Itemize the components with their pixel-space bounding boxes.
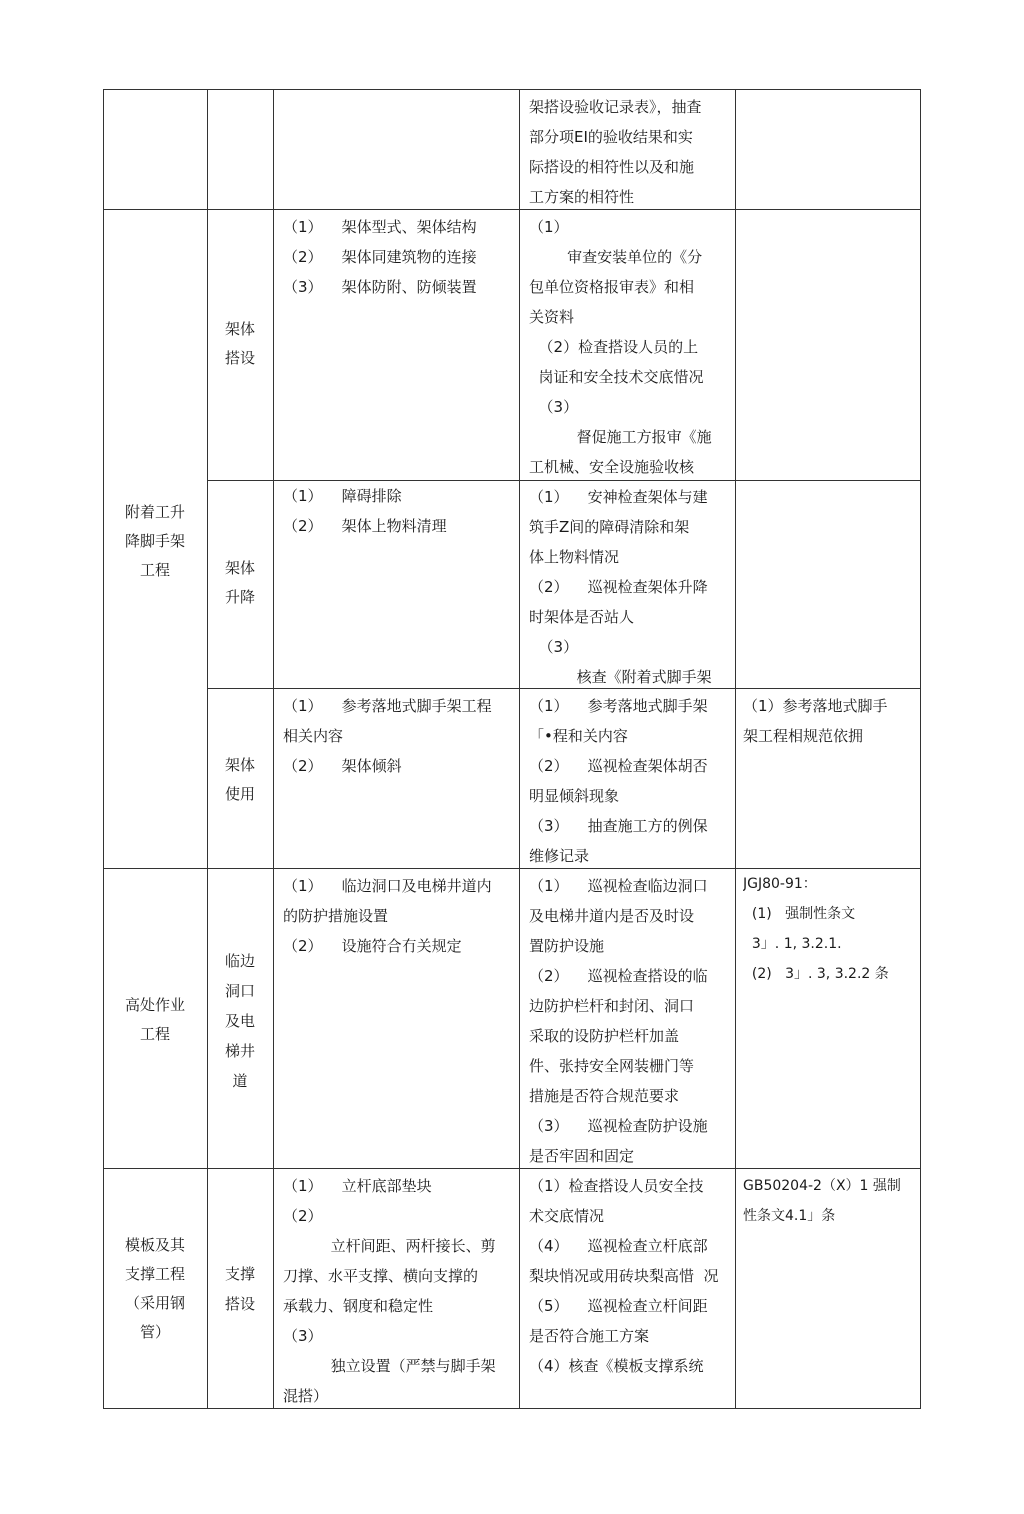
category-attached-scaffold: 附着工升 降脚手架 工程: [124, 503, 185, 579]
column-divider: [519, 89, 520, 1409]
item-edge-openings-elevator-shaft: 临边 洞口 及电 梯井 道: [224, 952, 255, 1090]
method-cell: （1） 巡视检查临边洞口 及电梯井道内是否及时设 置防护设施 （2） 巡视检查搭设的临 边防护栏杆和封闭、洞口 采取的设防护栏杆加盖 件、张持安全网装栅门等 措施是否符合规范要求 （3） 巡视检查防护设施 是否牢固和固定: [529, 877, 708, 1165]
method-cell: （1） 参考落地式脚手架 「•程和关内容 （2） 巡视检查架体胡否 明显倾斜现象 （3） 抽查施工方的例保 维修记录: [529, 697, 708, 865]
inspection-table: [103, 89, 921, 1409]
category-work-at-height: 高处作业 工程: [124, 996, 185, 1043]
method-cell: （1） 审查安装单位的《分 包单位资格报审表》和相 关资料 （2）检査搭设人员的上 岗证和安全技术交底惜况 （3） 督促施工方报审《施 工机械、安全设施验收核: [529, 218, 712, 476]
basis-cell: （1）参考落地式脚手 架工程相规范依拥: [743, 697, 888, 745]
basis-cell: JGJ80-91： (1) 强制性条文 3」. 1, 3.2.1. (2) 3」. 3, 3.2.2 条: [743, 876, 889, 982]
column-divider: [207, 89, 208, 1409]
basis-cell: GB50204-2（X）1 强制 性条文4.1」条: [743, 1178, 901, 1224]
column-divider: [273, 89, 274, 1409]
table-border-left: [103, 89, 104, 1409]
method-cell: （1） 安神检查架体与建 筑手Z间的障碍清除和架 体上物料情况 （2） 巡视检查架体升降 时架体是否站人 （3） 核查《附着式脚手架: [529, 488, 712, 686]
control-cell: （1） 参考落地式脚手架工程 相关内容 （2） 架体倾斜: [283, 697, 492, 775]
category-formwork: 模板及其 支撑工程 （采用钢 管）: [124, 1236, 185, 1341]
table-border-top: [103, 89, 921, 90]
column-divider: [735, 89, 736, 1409]
item-frame-erection: 架体 搭设: [224, 320, 255, 367]
item-frame-use: 架体 使用: [224, 756, 255, 803]
item-frame-lifting: 架体 升降: [224, 559, 255, 606]
method-cell: （1）检查搭设人员安全技 术交底情况 （4） 巡视检查立杆底部 梨块悄况或用砖块梨高惜 况 （5） 巡视检查立杆间距 是否符合施工方案 （4）核查《模板支撑系统: [529, 1177, 719, 1375]
method-cell: 架搭设验收记录表》，抽査 部分项EI的验收结果和实 际搭设的相符性以及和施 工方案的相符性: [529, 98, 702, 206]
control-cell: （1） 立杆底部垫块 （2） 立杆间距、两杆接长、剪 刀撑、水平支撑、横向支撑的 承载力、钢度和稳定性 （3） 独立设置（严禁与脚手架 混搭）: [283, 1177, 496, 1405]
item-support-erection: 支撑 搭设: [224, 1265, 255, 1313]
control-cell: （1） 临边洞口及电梯井道内 的防护措施设置 （2） 设施符合冇关规定: [283, 877, 492, 955]
control-cell: （1） 障碍排除 （2） 架体上物料清理: [283, 487, 447, 535]
table-border-right: [920, 89, 921, 1409]
table-border-bottom: [103, 1408, 921, 1409]
control-cell: （1） 架体型式、架体结构 （2） 架体同建筑物的连接 （3） 架体防附、防倾装置: [283, 218, 477, 296]
